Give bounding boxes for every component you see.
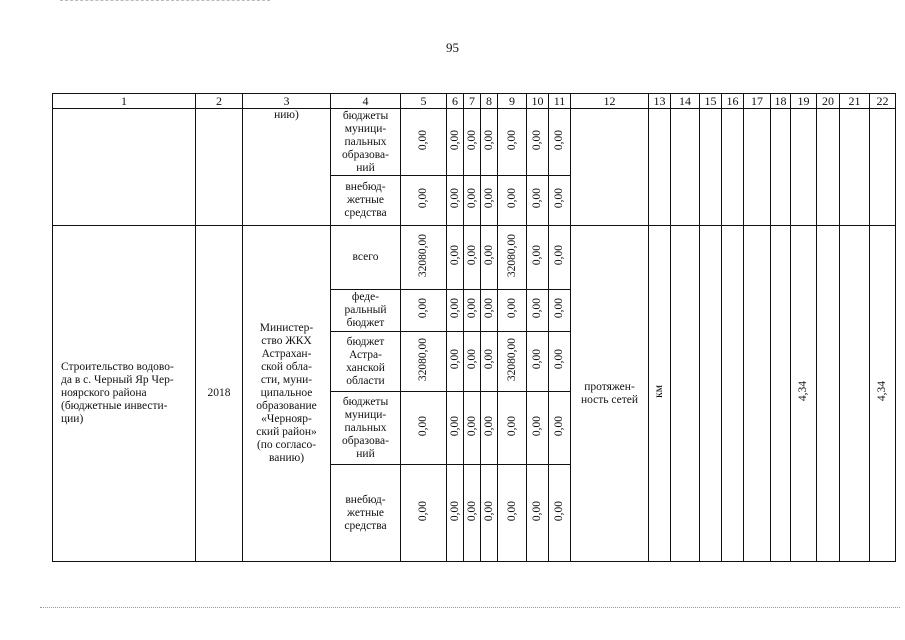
amount-cell-value: 0,00	[553, 188, 565, 209]
column-number: 4	[331, 94, 401, 109]
amount-cell	[401, 176, 447, 226]
amount-cell-value: 0,00	[465, 129, 478, 151]
table-row	[53, 109, 896, 176]
funding-source: феде- ральный бюджет	[331, 290, 401, 332]
column-number: 16	[722, 94, 744, 109]
column-number: 3	[243, 94, 331, 109]
amount-cell-value: 0,00	[465, 349, 478, 370]
amount-cell-value: 0,00	[448, 349, 461, 370]
amount-cell-value: 0,00	[553, 415, 565, 437]
amount-cell	[549, 465, 571, 562]
amount-cell-value: 0,00	[482, 245, 495, 266]
amount-cell-value: 0,00	[531, 129, 543, 151]
amount-cell-value: 0,00	[553, 500, 565, 522]
amount-cell	[498, 332, 527, 392]
amount-cell-value: 0,00	[505, 415, 518, 437]
indicator-value-cell	[671, 226, 700, 562]
amount-cell	[498, 226, 527, 290]
amount-cell	[447, 332, 464, 392]
amount-cell-value: 0,00	[448, 245, 461, 266]
amount-cell-value: 0,00	[505, 188, 518, 209]
indicator-value-cell-value: 4,34	[876, 381, 888, 402]
indicator-value-cell	[870, 109, 896, 226]
amount-cell-value: 0,00	[531, 245, 543, 266]
amount-cell-value: 0,00	[465, 298, 478, 319]
funding-source: внебюд- жетные средства	[331, 176, 401, 226]
amount-cell	[549, 290, 571, 332]
indicator-value-cell	[649, 109, 671, 226]
amount-cell	[481, 465, 498, 562]
amount-cell-value: 0,00	[553, 245, 565, 266]
amount-cell	[498, 392, 527, 465]
column-number: 13	[649, 94, 671, 109]
indicator-value-cell	[771, 226, 791, 562]
amount-cell	[527, 290, 549, 332]
indicator-value-cell	[817, 226, 840, 562]
funding-source: внебюд- жетные средства	[331, 465, 401, 562]
amount-cell-value: 0,00	[417, 500, 429, 522]
amount-cell	[481, 290, 498, 332]
amount-cell-value: 0,00	[448, 415, 461, 437]
column-number: 8	[481, 94, 498, 109]
amount-cell	[464, 465, 481, 562]
amount-cell	[481, 332, 498, 392]
column-number: 15	[700, 94, 722, 109]
indicator-value-cell	[840, 226, 870, 562]
amount-cell	[464, 109, 481, 176]
amount-cell-value: 0,00	[482, 349, 495, 370]
amount-cell-value: 0,00	[482, 298, 495, 319]
amount-cell	[549, 176, 571, 226]
amount-cell	[464, 176, 481, 226]
column-number: 18	[771, 94, 791, 109]
indicator-value-cell	[817, 109, 840, 226]
amount-cell	[527, 109, 549, 176]
amount-cell-value: 0,00	[465, 188, 478, 209]
indicator-value-cell	[700, 109, 722, 226]
amount-cell	[447, 109, 464, 176]
amount-cell-value: 0,00	[531, 298, 543, 319]
amount-cell-value: 0,00	[465, 415, 478, 437]
unit-cell	[649, 226, 671, 562]
amount-cell	[527, 465, 549, 562]
amount-cell-value: 32080,00	[505, 233, 518, 278]
amount-cell	[527, 392, 549, 465]
amount-cell	[498, 290, 527, 332]
amount-cell	[447, 392, 464, 465]
amount-cell-value: 0,00	[448, 188, 461, 209]
amount-cell	[447, 176, 464, 226]
amount-cell	[549, 109, 571, 176]
amount-cell	[498, 109, 527, 176]
amount-cell	[401, 392, 447, 465]
funding-source: всего	[331, 226, 401, 290]
object-name-cell	[53, 109, 196, 226]
table-row	[53, 226, 896, 290]
amount-cell	[527, 226, 549, 290]
funding-source: бюджеты муници- пальных образова- ний	[331, 392, 401, 465]
amount-cell	[401, 465, 447, 562]
column-number: 21	[840, 94, 870, 109]
amount-cell	[447, 226, 464, 290]
amount-cell-value: 0,00	[505, 129, 518, 151]
amount-cell	[481, 392, 498, 465]
budget-table	[52, 93, 896, 562]
amount-cell-value: 0,00	[448, 500, 461, 522]
amount-cell-value: 0,00	[531, 349, 543, 370]
amount-cell	[527, 332, 549, 392]
indicator-value-cell	[744, 226, 771, 562]
amount-cell	[527, 176, 549, 226]
amount-cell-value: 0,00	[482, 129, 495, 151]
amount-cell-value: 0,00	[465, 245, 478, 266]
column-number: 22	[870, 94, 896, 109]
indicator-value-cell	[671, 109, 700, 226]
year-cell: 2018	[196, 226, 243, 562]
amount-cell-value: 0,00	[553, 129, 565, 151]
amount-cell	[401, 332, 447, 392]
amount-cell-value: 0,00	[531, 188, 543, 209]
amount-cell-value: 0,00	[482, 188, 495, 209]
column-number: 20	[817, 94, 840, 109]
indicator-value-cell	[791, 109, 817, 226]
amount-cell-value: 0,00	[417, 298, 429, 319]
amount-cell-value: 0,00	[553, 349, 565, 370]
amount-cell	[481, 226, 498, 290]
amount-cell	[481, 109, 498, 176]
column-number: 11	[549, 94, 571, 109]
amount-cell-value: 0,00	[448, 129, 461, 151]
scan-artifact	[60, 0, 270, 4]
amount-cell	[464, 392, 481, 465]
column-number: 1	[53, 94, 196, 109]
indicator-cell: протяжен- ность сетей	[571, 226, 649, 562]
column-number: 10	[527, 94, 549, 109]
column-numbers-row	[53, 94, 896, 109]
amount-cell-value: 0,00	[417, 188, 429, 209]
column-number: 17	[744, 94, 771, 109]
column-number: 14	[671, 94, 700, 109]
executor-cell: Министер- ство ЖКХ Астрахан- ской обла- сти, муни- ципальное образование «Чернояр- ский район» (по согласо- ванию)	[243, 226, 331, 562]
unit-cell-value: км	[653, 385, 665, 398]
funding-source: бюджет Астра- ханской области	[331, 332, 401, 392]
amount-cell-value: 0,00	[417, 415, 429, 437]
indicator-value-cell	[722, 109, 744, 226]
amount-cell-value: 0,00	[482, 500, 495, 522]
amount-cell	[498, 465, 527, 562]
amount-cell	[464, 290, 481, 332]
amount-cell-value: 0,00	[505, 500, 518, 522]
amount-cell-value: 0,00	[465, 500, 478, 522]
indicator-value-cell	[870, 226, 896, 562]
amount-cell	[447, 290, 464, 332]
funding-source: бюджеты муници- пальных образова- ний	[331, 109, 401, 176]
column-number: 6	[447, 94, 464, 109]
amount-cell	[401, 290, 447, 332]
amount-cell-value: 0,00	[448, 298, 461, 319]
amount-cell	[401, 109, 447, 176]
amount-cell-value: 32080,00	[417, 337, 429, 382]
year-cell	[196, 109, 243, 226]
executor-cell: нию)	[243, 109, 331, 226]
page-number: 95	[446, 40, 459, 55]
indicator-value-cell	[791, 226, 817, 562]
column-number: 19	[791, 94, 817, 109]
amount-cell	[549, 332, 571, 392]
column-number: 7	[464, 94, 481, 109]
amount-cell	[401, 226, 447, 290]
indicator-value-cell-value: 4,34	[797, 381, 809, 402]
object-name-cell: Строительство водово- да в с. Черный Яр Чер- ноярского района (бюджетные инвести- ции)	[53, 226, 196, 562]
column-number: 2	[196, 94, 243, 109]
indicator-cell	[571, 109, 649, 226]
indicator-value-cell	[744, 109, 771, 226]
amount-cell	[447, 465, 464, 562]
amount-cell	[464, 226, 481, 290]
indicator-value-cell	[840, 109, 870, 226]
amount-cell-value: 0,00	[482, 415, 495, 437]
scan-artifact	[40, 607, 900, 608]
amount-cell	[481, 176, 498, 226]
indicator-value-cell	[700, 226, 722, 562]
amount-cell-value: 0,00	[553, 298, 565, 319]
amount-cell	[464, 332, 481, 392]
indicator-value-cell	[771, 109, 791, 226]
amount-cell-value: 0,00	[505, 298, 518, 319]
amount-cell	[498, 176, 527, 226]
indicator-value-cell	[722, 226, 744, 562]
column-number: 9	[498, 94, 527, 109]
amount-cell-value: 0,00	[417, 129, 429, 151]
column-number: 12	[571, 94, 649, 109]
column-number: 5	[401, 94, 447, 109]
amount-cell-value: 0,00	[531, 500, 543, 522]
amount-cell-value: 32080,00	[417, 233, 429, 278]
amount-cell	[549, 392, 571, 465]
amount-cell-value: 0,00	[531, 415, 543, 437]
amount-cell	[549, 226, 571, 290]
amount-cell-value: 32080,00	[505, 337, 518, 382]
